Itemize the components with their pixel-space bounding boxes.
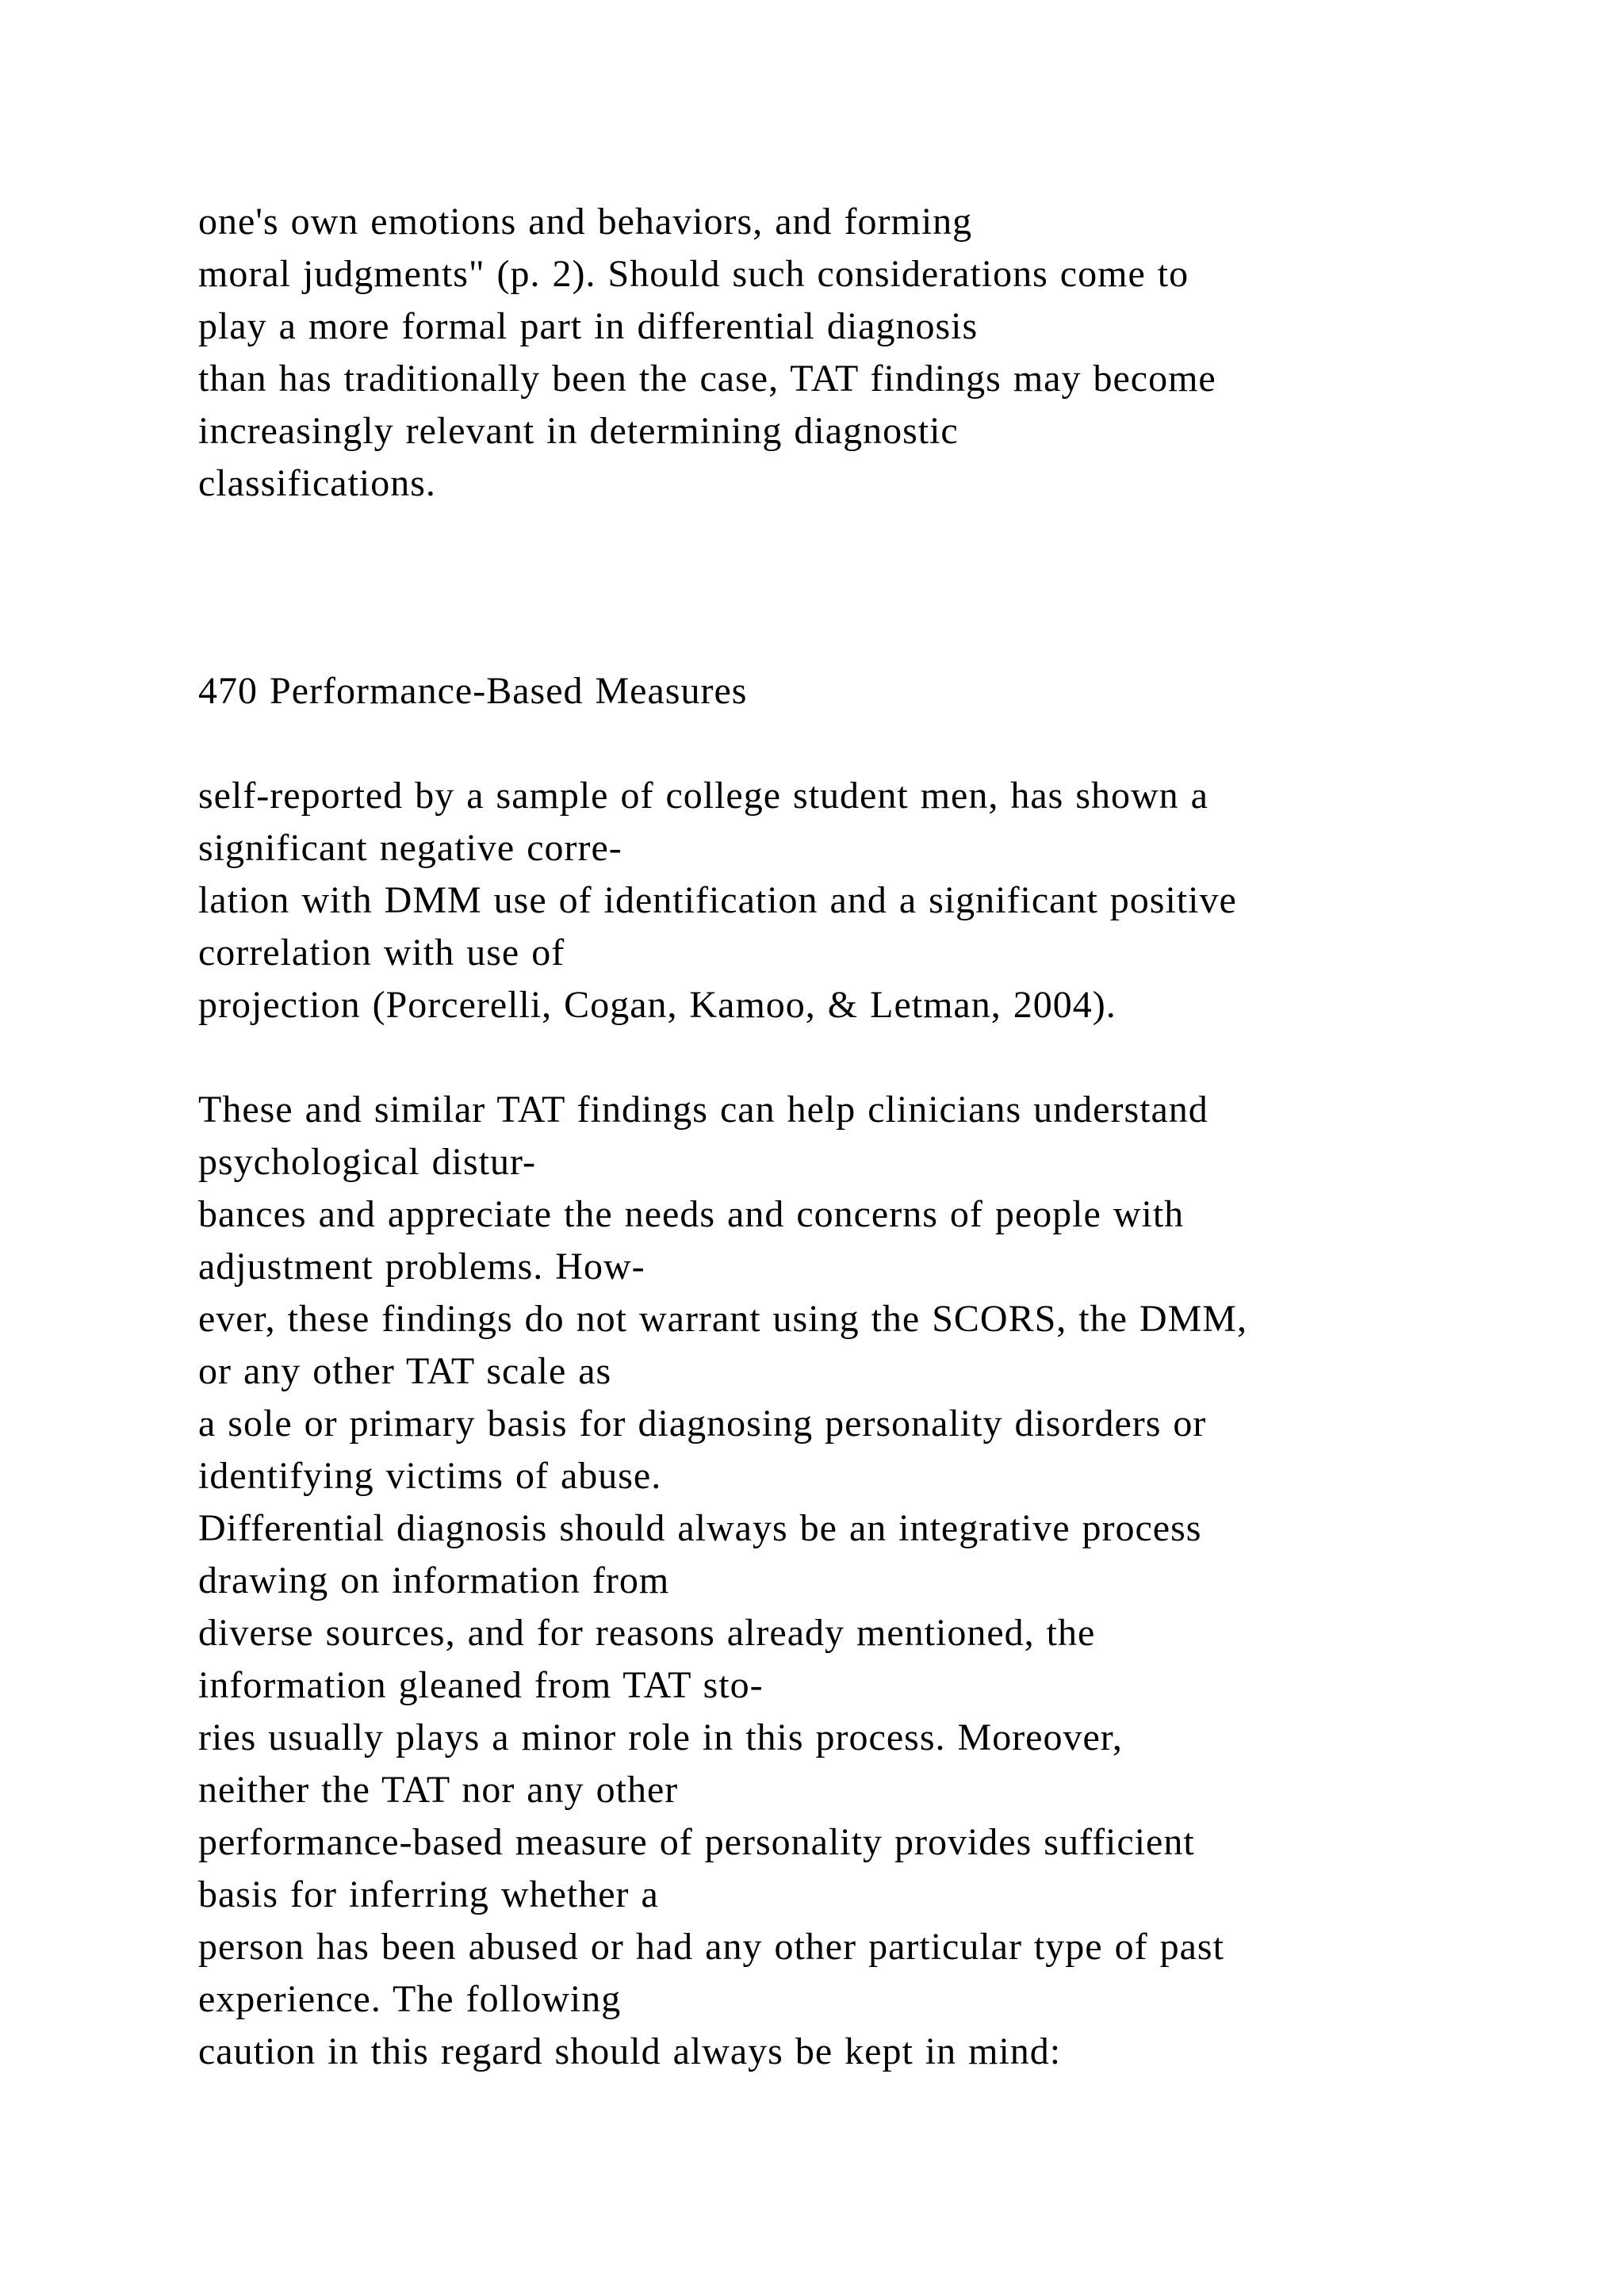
- text-line: or any other TAT scale as: [198, 1350, 612, 1392]
- text-line: caution in this regard should always be kept in mind:: [198, 2030, 1062, 2072]
- running-header: 470 Performance-Based Measures: [198, 670, 748, 712]
- text-line: person has been abused or had any other particular type of past: [198, 1926, 1224, 1968]
- text-line: information gleaned from TAT sto-: [198, 1664, 764, 1706]
- paragraph: [198, 770, 1594, 1031]
- page-header: [198, 665, 1594, 718]
- text-line: performance-based measure of personality provides sufficient: [198, 1821, 1195, 1863]
- text-line: These and similar TAT findings can help clinicians understand: [198, 1089, 1208, 1131]
- text-line: play a more formal part in differential diagnosis: [198, 305, 979, 347]
- text-line: psychological distur-: [198, 1141, 536, 1183]
- text-line: projection (Porcerelli, Cogan, Kamoo, & Letman, 2004).: [198, 984, 1116, 1026]
- text-line: moral judgments" (p. 2). Should such considerations come to: [198, 253, 1189, 295]
- text-line: ries usually plays a minor role in this process. Moreover,: [198, 1716, 1123, 1758]
- text-line: adjustment problems. How-: [198, 1246, 645, 1288]
- text-line: one's own emotions and behaviors, and forming: [198, 201, 973, 243]
- text-line: than has traditionally been the case, TAT findings may become: [198, 358, 1216, 400]
- text-line: Differential diagnosis should always be an integrative process: [198, 1507, 1202, 1549]
- text-line: neither the TAT nor any other: [198, 1769, 679, 1811]
- text-line: classifications.: [198, 462, 436, 504]
- text-line: self-reported by a sample of college student men, has shown a: [198, 775, 1208, 817]
- text-line: identifying victims of abuse.: [198, 1455, 662, 1497]
- text-line: experience. The following: [198, 1978, 622, 2020]
- paragraph-continuation: [198, 196, 1594, 510]
- text-line: a sole or primary basis for diagnosing personality disorders or: [198, 1402, 1207, 1445]
- text-line: diverse sources, and for reasons already mentioned, the: [198, 1612, 1096, 1654]
- text-line: significant negative corre-: [198, 827, 622, 869]
- text-line: correlation with use of: [198, 932, 565, 974]
- text-line: basis for inferring whether a: [198, 1873, 659, 1915]
- text-line: ever, these findings do not warrant using the SCORS, the DMM,: [198, 1298, 1247, 1340]
- text-line: drawing on information from: [198, 1559, 670, 1601]
- text-line: increasingly relevant in determining diagnostic: [198, 410, 959, 452]
- text-line: lation with DMM use of identification and a significant positive: [198, 879, 1237, 921]
- text-line: bances and appreciate the needs and concerns of people with: [198, 1193, 1185, 1235]
- paragraph: [198, 1084, 1594, 2078]
